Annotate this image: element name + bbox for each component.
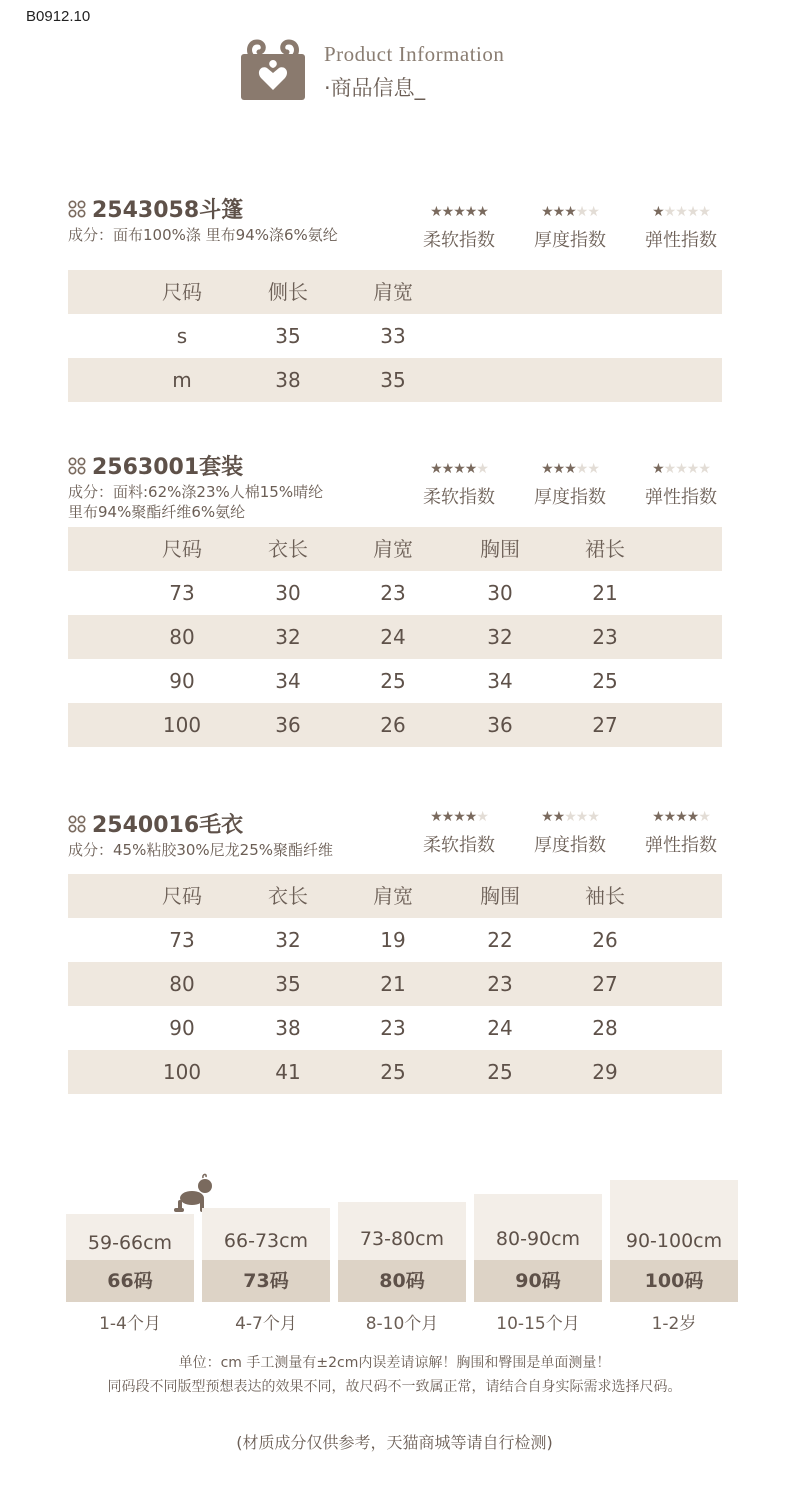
star-empty-icon: ★ [698, 809, 710, 825]
size-code: 100码 [610, 1260, 738, 1302]
table-cell: 100 [162, 1060, 202, 1084]
size-step [338, 1202, 466, 1344]
rating-label: 柔软指数 [423, 487, 495, 508]
product-section [68, 193, 722, 403]
height-range: 59-66cm [87, 1232, 173, 1254]
height-range: 66-73cm [223, 1230, 309, 1252]
age-range: 10-15个月 [496, 1314, 580, 1334]
star-filled-icon: ★ [453, 461, 465, 477]
rating-elasticity [635, 808, 727, 857]
composition-line: 里布94%聚酯纤维6%氨纶 [68, 503, 246, 521]
star-empty-icon: ★ [575, 461, 588, 477]
column-header: 肩宽 [373, 280, 413, 304]
product-composition [68, 482, 323, 522]
column-header: 胸围 [480, 884, 520, 908]
star-empty-icon: ★ [575, 809, 588, 825]
table-cell: 35 [275, 324, 301, 348]
product-title [68, 450, 243, 481]
table-cell: 36 [275, 713, 301, 737]
table-cell: 23 [592, 625, 618, 649]
product-title-text: 2563001套装 [92, 455, 244, 480]
star-rating [635, 460, 727, 480]
size-step [66, 1214, 194, 1344]
column-header: 侧长 [268, 280, 308, 304]
star-rating [413, 808, 505, 828]
star-rating [524, 203, 616, 223]
grid-icon [68, 200, 86, 218]
table-header-row [68, 874, 722, 918]
star-filled-icon: ★ [464, 461, 477, 477]
table-row [68, 962, 722, 1006]
star-empty-icon: ★ [564, 809, 576, 825]
star-empty-icon: ★ [698, 461, 710, 477]
star-filled-icon: ★ [453, 204, 465, 220]
table-cell: 23 [487, 972, 513, 996]
grid-icon [68, 815, 86, 833]
star-rating [413, 460, 505, 480]
table-header-row [68, 270, 722, 314]
composition-line: 成分：面料:62%涤23%人棉15%晴纶 [68, 483, 324, 501]
star-empty-icon: ★ [587, 461, 599, 477]
star-empty-icon: ★ [587, 204, 599, 220]
star-rating [524, 808, 616, 828]
grid-icon [68, 457, 86, 475]
size-table [68, 270, 722, 402]
star-filled-icon: ★ [476, 204, 488, 220]
size-step [474, 1194, 602, 1344]
table-cell: 26 [380, 713, 406, 737]
table-row [68, 1050, 722, 1094]
table-cell: 28 [592, 1016, 618, 1040]
size-code: 66码 [66, 1260, 194, 1302]
rating-thickness [524, 203, 616, 252]
material-disclaimer: (材质成分仅供参考，天猫商城等请自行检测) [236, 1433, 553, 1452]
table-cell: 90 [169, 669, 195, 693]
table-cell: 90 [169, 1016, 195, 1040]
table-cell: 30 [487, 581, 513, 605]
shop-logo-icon [241, 38, 305, 100]
star-filled-icon: ★ [675, 809, 687, 825]
table-cell: 25 [380, 669, 406, 693]
star-empty-icon: ★ [575, 204, 588, 220]
star-empty-icon: ★ [587, 809, 599, 825]
table-cell: 80 [169, 972, 195, 996]
table-cell: 27 [592, 972, 618, 996]
star-filled-icon: ★ [652, 204, 664, 220]
rating-label: 厚度指数 [534, 487, 606, 508]
table-cell: 22 [487, 928, 513, 952]
composition-line: 成分：45%粘胶30%尼龙25%聚酯纤维 [68, 841, 334, 859]
star-empty-icon: ★ [686, 204, 699, 220]
star-filled-icon: ★ [652, 809, 664, 825]
size-note: 同码段不同版型预想表达的效果不同，故尺码不一致属正常，请结合自身实际需求选择尺码。 [107, 1379, 682, 1395]
table-cell: 24 [380, 625, 406, 649]
age-range: 1-4个月 [99, 1314, 161, 1334]
height-range: 73-80cm [359, 1228, 445, 1250]
column-header: 尺码 [162, 280, 202, 304]
star-empty-icon: ★ [663, 204, 676, 220]
table-cell: m [172, 368, 192, 392]
rating-label: 柔软指数 [423, 230, 495, 251]
star-filled-icon: ★ [552, 204, 565, 220]
rating-elasticity [635, 460, 727, 509]
table-cell: 38 [275, 1016, 301, 1040]
star-filled-icon: ★ [552, 809, 565, 825]
table-cell: 21 [592, 581, 618, 605]
table-cell: 25 [592, 669, 618, 693]
table-cell: 41 [275, 1060, 301, 1084]
rating-thickness [524, 808, 616, 857]
star-filled-icon: ★ [441, 809, 454, 825]
table-row [68, 703, 722, 747]
product-composition [68, 225, 338, 245]
star-filled-icon: ★ [430, 809, 442, 825]
star-filled-icon: ★ [686, 809, 699, 825]
header-title-cn: ·商品信息_ [324, 76, 426, 100]
star-empty-icon: ★ [476, 809, 488, 825]
star-empty-icon: ★ [698, 204, 710, 220]
table-cell: 35 [275, 972, 301, 996]
star-filled-icon: ★ [441, 204, 454, 220]
table-row [68, 615, 722, 659]
table-cell: 73 [169, 581, 195, 605]
product-title [68, 808, 243, 839]
table-row [68, 571, 722, 615]
star-filled-icon: ★ [564, 204, 576, 220]
rating-label: 柔软指数 [423, 835, 495, 856]
star-rating [524, 460, 616, 480]
star-filled-icon: ★ [541, 461, 553, 477]
rating-label: 厚度指数 [534, 835, 606, 856]
column-header: 尺码 [162, 537, 202, 561]
rating-label: 弹性指数 [645, 230, 717, 251]
composition-line: 成分：面布100%涤 里布94%涤6%氨纶 [68, 226, 338, 244]
size-code: 73码 [202, 1260, 330, 1302]
star-filled-icon: ★ [541, 809, 553, 825]
age-range: 1-2岁 [651, 1314, 697, 1334]
table-row [68, 314, 722, 358]
table-cell: 19 [380, 928, 406, 952]
star-filled-icon: ★ [453, 809, 465, 825]
table-cell: 100 [162, 713, 202, 737]
table-cell: 25 [487, 1060, 513, 1084]
product-section [68, 450, 722, 750]
size-step [610, 1180, 738, 1344]
height-range: 80-90cm [495, 1228, 581, 1250]
table-cell: 36 [487, 713, 513, 737]
age-range: 4-7个月 [235, 1314, 297, 1334]
star-filled-icon: ★ [663, 809, 676, 825]
table-cell: 23 [380, 581, 406, 605]
star-empty-icon: ★ [663, 461, 676, 477]
measurement-note: 单位：cm 手工测量有±2cm内误差请谅解！胸围和臀围是单面测量！ [178, 1355, 611, 1371]
table-cell: 38 [275, 368, 301, 392]
table-row [68, 918, 722, 962]
table-header-row [68, 527, 722, 571]
age-range: 8-10个月 [365, 1314, 439, 1334]
table-cell: 27 [592, 713, 618, 737]
table-row [68, 358, 722, 402]
table-cell: 30 [275, 581, 301, 605]
table-cell: 24 [487, 1016, 513, 1040]
star-filled-icon: ★ [464, 809, 477, 825]
size-code: 90码 [474, 1260, 602, 1302]
height-range: 90-100cm [625, 1230, 723, 1252]
rating-label: 弹性指数 [645, 835, 717, 856]
table-cell: 25 [380, 1060, 406, 1084]
column-header: 肩宽 [373, 537, 413, 561]
star-filled-icon: ★ [541, 204, 553, 220]
star-filled-icon: ★ [564, 461, 576, 477]
product-composition [68, 840, 333, 860]
rating-label: 厚度指数 [534, 230, 606, 251]
table-cell: 35 [380, 368, 406, 392]
table-cell: 29 [592, 1060, 618, 1084]
star-filled-icon: ★ [430, 204, 442, 220]
rating-softness [413, 460, 505, 509]
star-rating [413, 203, 505, 223]
size-step [202, 1208, 330, 1344]
rating-softness [413, 203, 505, 252]
rating-elasticity [635, 203, 727, 252]
table-cell: s [176, 324, 188, 348]
size-code: 80码 [338, 1260, 466, 1302]
table-cell: 21 [380, 972, 406, 996]
star-empty-icon: ★ [476, 461, 488, 477]
star-empty-icon: ★ [675, 461, 687, 477]
star-empty-icon: ★ [686, 461, 699, 477]
star-filled-icon: ★ [652, 461, 664, 477]
star-rating [635, 203, 727, 223]
star-empty-icon: ★ [675, 204, 687, 220]
header-title-en: Product Information [324, 42, 505, 66]
star-filled-icon: ★ [441, 461, 454, 477]
table-cell: 80 [169, 625, 195, 649]
column-header: 尺码 [162, 884, 202, 908]
rating-thickness [524, 460, 616, 509]
rating-softness [413, 808, 505, 857]
star-filled-icon: ★ [552, 461, 565, 477]
table-row [68, 1006, 722, 1050]
star-rating [635, 808, 727, 828]
product-title [68, 193, 243, 224]
column-header: 袖长 [585, 884, 625, 908]
table-cell: 32 [275, 928, 301, 952]
table-cell: 32 [487, 625, 513, 649]
product-section [68, 808, 722, 1098]
column-header: 胸围 [480, 537, 520, 561]
rating-label: 弹性指数 [645, 487, 717, 508]
product-code: B0912.10 [26, 8, 91, 25]
product-title-text: 2540016毛衣 [92, 813, 244, 838]
table-cell: 32 [275, 625, 301, 649]
table-cell: 33 [380, 324, 406, 348]
table-cell: 23 [380, 1016, 406, 1040]
product-title-text: 2543058斗篷 [92, 198, 244, 223]
size-table [68, 527, 722, 747]
table-cell: 26 [592, 928, 618, 952]
table-row [68, 659, 722, 703]
column-header: 肩宽 [373, 884, 413, 908]
column-header: 衣长 [268, 537, 308, 561]
size-table [68, 874, 722, 1094]
table-cell: 73 [169, 928, 195, 952]
table-cell: 34 [487, 669, 513, 693]
star-filled-icon: ★ [464, 204, 477, 220]
table-cell: 34 [275, 669, 301, 693]
column-header: 裙长 [585, 537, 625, 561]
column-header: 衣长 [268, 884, 308, 908]
star-filled-icon: ★ [430, 461, 442, 477]
